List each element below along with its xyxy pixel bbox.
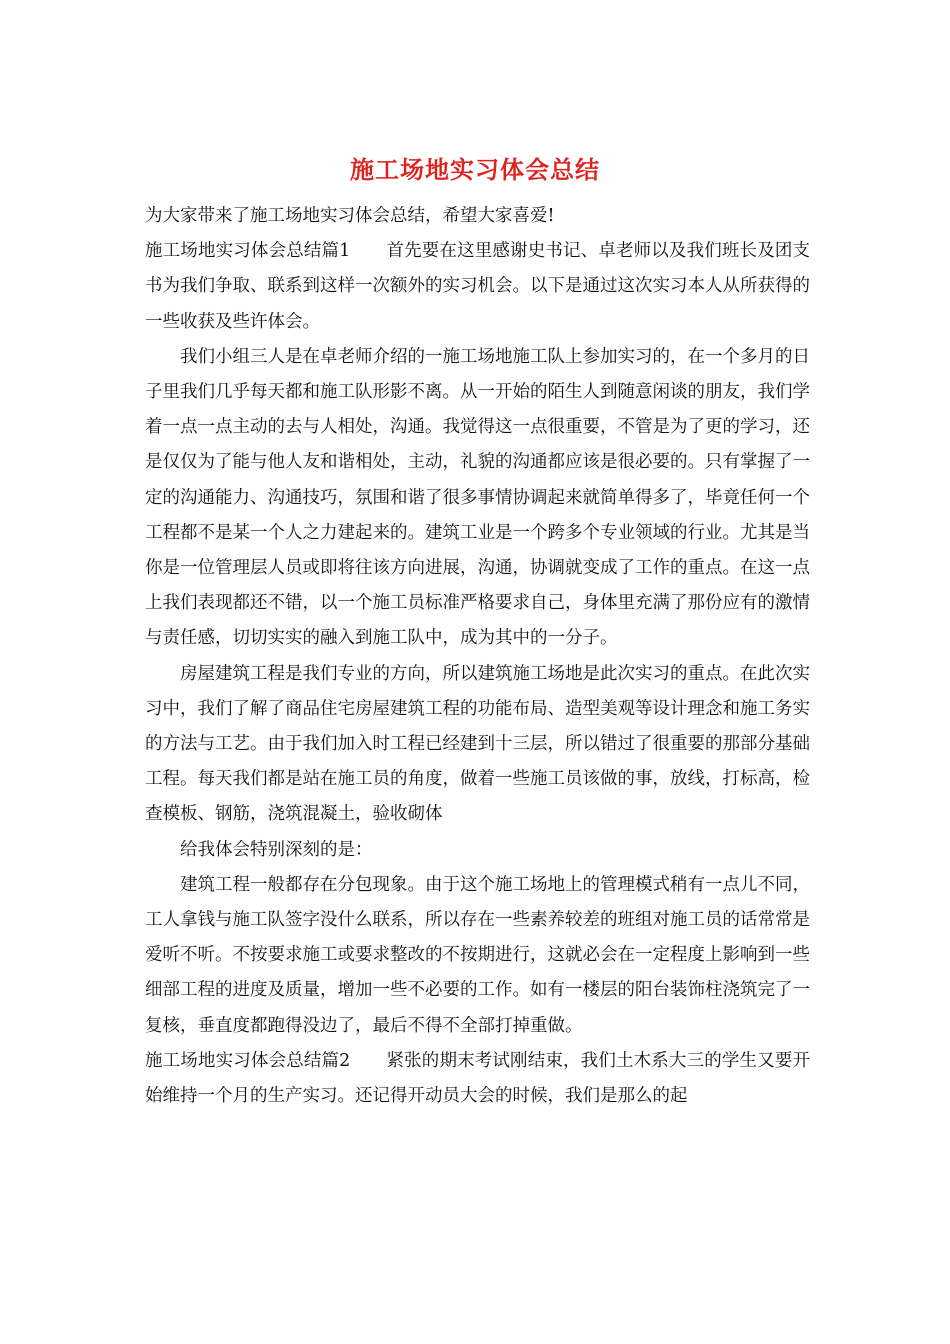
body-paragraph-1: 我们小组三人是在卓老师介绍的一施工场地施工队上参加实习的，在一个多月的日子里我们几乎每天都和施工队形影不离。从一开始的陌生人到随意闲谈的朋友，我们学着一点一点主动的去与人相处，沟通。我觉得这一点很重要，不管是为了更的学习，还是仅仅为了能与他人友和谐相处，主动，礼貌的沟通都应该是很必要的。只有掌握了一定的沟通能力、沟通技巧，氛围和谐了很多事情协调起来就简单得多了，毕竟任何一个工程都不是某一个人之力建起来的。建筑工业是一个跨多个专业领域的行业。尤其是当你是一位管理层人员或即将往该方向进展，沟通，协调就变成了工作的重点。在这一点上我们表现都还不错，以一个施工员标准严格要求自己，身体里充满了那份应有的激情与责任感，切切实实的融入到施工队中，成为其中的一分子。 xyxy=(145,346,810,649)
section-2-heading: 施工场地实习体会总结篇2 xyxy=(145,1050,351,1071)
section-1-paragraph xyxy=(145,234,810,340)
intro-paragraph: 为大家带来了施工场地实习体会总结，希望大家喜爱! xyxy=(145,206,555,226)
section-1-heading: 施工场地实习体会总结篇1 xyxy=(145,241,351,262)
body-paragraph-4: 建筑工程一般都存在分包现象。由于这个施工场地上的管理模式稍有一点儿不同，工人拿钱与施工队签字没什么联系，所以存在一些素养较差的班组对施工员的话常常是爱听不听。不按要求施工或要求整改的不按期进行，这就必会在一定程度上影响到一些细部工程的进度及质量，增加一些不必要的工作。如有一楼层的阳台装饰柱浇筑完了一复核，垂直度都跑得没边了，最后不得不全部打掉重做。 xyxy=(145,874,810,1036)
body-paragraph-2: 房屋建筑工程是我们专业的方向，所以建筑施工场地是此次实习的重点。在此次实习中，我们了解了商品住宅房屋建筑工程的功能布局、造型美观等设计理念和施工务实的方法与工艺。由于我们加入时工程已经建到十三层，所以错过了很重要的那部分基础工程。每天我们都是站在施工员的角度，做着一些施工员该做的事，放线，打标高，检查模板、钢筋，浇筑混凝土，验收砌体 xyxy=(145,663,810,825)
body-paragraph-3: 给我体会特别深刻的是： xyxy=(180,839,373,860)
document-title: 施工场地实习体会总结 xyxy=(350,155,600,184)
document-body xyxy=(145,199,810,1114)
section-2-text: 紧张的期末考试刚结束，我们土木系大三的学生又要开始维持一个月的生产实习。还记得开动员大会的时候，我们是那么的起 xyxy=(145,1050,811,1107)
section-2-paragraph xyxy=(145,1044,810,1114)
section-1-text: 首先要在这里感谢史书记、卓老师以及我们班长及团支书为我们争取、联系到这样一次额外的实习机会。以下是通过这次实习本人从所获得的一些收获及些许体会。 xyxy=(145,241,811,332)
